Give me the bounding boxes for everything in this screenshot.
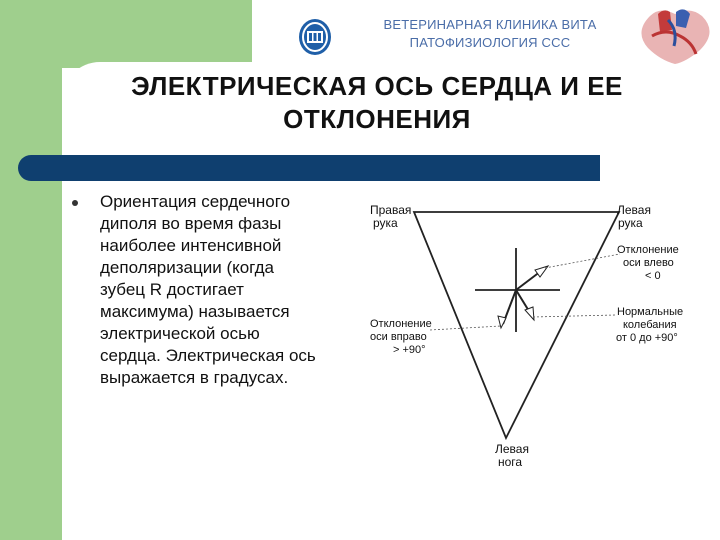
left-arm-label: рука	[618, 216, 643, 230]
clinic-name: ВЕТЕРИНАРНАЯ КЛИНИКА ВИТА	[383, 17, 597, 32]
left-leg-label: Левая	[495, 442, 529, 456]
bullet-text	[100, 191, 365, 389]
top-green-band	[0, 0, 252, 68]
right-deviation-label: > +90°	[393, 344, 426, 356]
clinic-header	[350, 16, 630, 52]
body-line: деполяризации (когда	[100, 258, 274, 277]
left-green-band	[0, 0, 62, 540]
page-title	[62, 70, 692, 136]
normal-arrowhead	[525, 307, 534, 320]
body-line: электрической осью	[100, 324, 260, 343]
right-arm-label: Правая	[370, 203, 412, 217]
body-line: наиболее интенсивной	[100, 236, 282, 255]
bullet-icon	[72, 200, 78, 206]
einthoven-triangle-diagram	[355, 190, 705, 480]
left-deviation-leader	[545, 254, 620, 268]
right-deviation-label: оси вправо	[370, 331, 427, 343]
heart-illustration-icon	[630, 6, 720, 64]
title-line-2: ОТКЛОНЕНИЯ	[283, 104, 471, 134]
left-leg-label: нога	[498, 455, 523, 469]
left-deviation-label: Отклонение	[617, 244, 679, 256]
normal-label: от 0 до +90°	[616, 332, 678, 344]
right-deviation-label: Отклонение	[370, 318, 432, 330]
left-deviation-label: оси влево	[623, 257, 674, 269]
course-name: ПАТОФИЗИОЛОГИЯ ССС	[409, 35, 571, 50]
right-arm-label: рука	[373, 216, 398, 230]
body-line: зубец R достигает	[100, 280, 244, 299]
title-underline-bar	[18, 155, 600, 181]
body-line: сердца. Электрическая ось	[100, 346, 316, 365]
body-line: Ориентация сердечного	[100, 192, 291, 211]
normal-leader	[533, 315, 615, 317]
normal-label: колебания	[623, 319, 677, 331]
clinic-logo-icon	[298, 18, 332, 56]
right-deviation-leader	[430, 326, 501, 330]
normal-label: Нормальные	[617, 306, 684, 318]
left-deviation-label: < 0	[645, 270, 661, 282]
body-line: диполя во время фазы	[100, 214, 282, 233]
left-arm-label: Левая	[617, 203, 651, 217]
body-line: выражается в градусах.	[100, 368, 289, 387]
body-line: максимума) называется	[100, 302, 290, 321]
title-line-1: ЭЛЕКТРИЧЕСКАЯ ОСЬ СЕРДЦА И ЕЕ	[131, 71, 623, 101]
